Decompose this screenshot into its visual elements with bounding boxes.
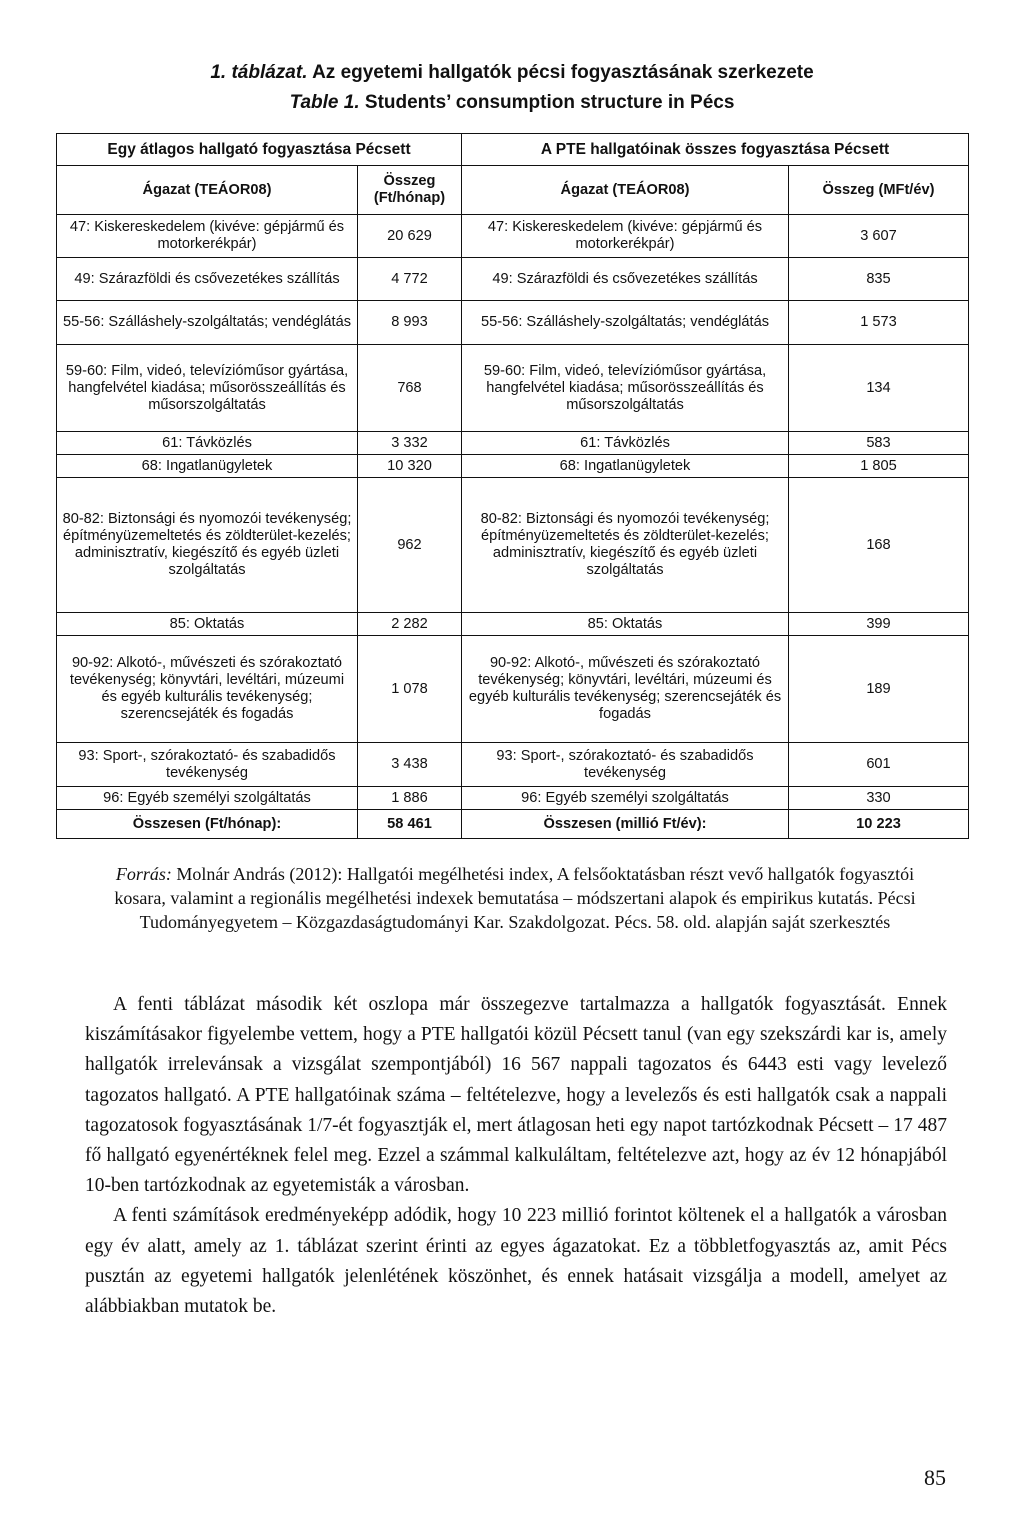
table-row: [57, 258, 969, 301]
sector-cell: 55-56: Szálláshely-szolgáltatás; vendéglátás: [57, 301, 358, 345]
table-row: [57, 787, 969, 810]
amount-cell: 189: [789, 636, 969, 743]
sector-cell: 90-92: Alkotó-, művészeti és szórakoztató tevékenység; könyvtári, levéltári, múzeumi és egyéb kulturális tevékenység; szerencsejáték és fogadás: [462, 636, 789, 743]
sector-cell: 61: Távközlés: [57, 432, 358, 455]
column-header-amount-monthly: Összeg (Ft/hónap): [358, 166, 462, 215]
amount-cell: 3 332: [358, 432, 462, 455]
consumption-table: [56, 133, 969, 839]
sector-cell: 96: Egyéb személyi szolgáltatás: [462, 787, 789, 810]
sector-cell: 47: Kiskereskedelem (kivéve: gépjármű és motorkerékpár): [57, 215, 358, 258]
sector-cell: 96: Egyéb személyi szolgáltatás: [57, 787, 358, 810]
sector-cell: 80-82: Biztonsági és nyomozói tevékenység; építményüzemeltetés és zöldterület-kezelés; adminisztratív, kiegészítő és egyéb üzleti szolgáltatás: [462, 478, 789, 613]
caption-label-en: Table 1.: [289, 92, 360, 113]
source-note: [90, 862, 940, 934]
column-header-amount-yearly: Összeg (MFt/év): [789, 166, 969, 215]
caption-text-hu: Az egyetemi hallgatók pécsi fogyasztásának szerkezete: [312, 62, 814, 83]
sector-cell: 93: Sport-, szórakoztató- és szabadidős tevékenység: [57, 743, 358, 787]
paragraph: A fenti táblázat második két oszlopa már összegezve tartalmazza a hallgatók fogyasztását. Ennek kiszámításakor figyelembe vettem, hogy a PTE hallgatói közül Pécsett tanul (van egy szekszárdi kar is, amely hallgatók irrelevánsak a vizsgálat szempontjából) 16 567 nappali tagozatos és 6443 esti vagy levelező tagozatos hallgató. A PTE hallgatóinak száma – feltételezve, hogy a levelezős és esti hallgatók csak a nappali tagozatosok fogyasztásának 1/7-ét fogyasztják el, mert átlagosan heti egy napot tartózkodnak Pécsett – 17 487 fő hallgató egyenértéknek felel meg. Ezzel a számmal kalkuláltam, feltételezve azt, hogy az év 12 hónapjából 10-ben tartózkodnak az egyetemisták a városban.: [85, 994, 947, 1197]
table-row: [57, 345, 969, 432]
caption-text-en: Students’ consumption structure in Pécs: [364, 92, 735, 113]
sector-cell: 80-82: Biztonsági és nyomozói tevékenység; építményüzemeltetés és zöldterület-kezelés; adminisztratív, kiegészítő és egyéb üzleti szolgáltatás: [57, 478, 358, 613]
paragraph: A fenti számítások eredményeképp adódik, hogy 10 223 millió forintot költenek el a hallgatók a városban egy év alatt, amely az 1. táblázat szerint érinti az egyes ágazatokat. Ez a többletfogyasztás az, amit Pécs pusztán az egyetemi hallgatók jelenlétének köszönhet, és ennek hatásait vizsgálja a modell, amelyet az alábbiakban mutatok be.: [85, 1205, 947, 1318]
amount-cell: 835: [789, 258, 969, 301]
total-label-monthly: Összesen (Ft/hónap):: [57, 810, 358, 839]
amount-cell: 134: [789, 345, 969, 432]
total-row: [57, 810, 969, 839]
amount-cell: 768: [358, 345, 462, 432]
amount-cell: 3 438: [358, 743, 462, 787]
source-label: Forrás:: [115, 864, 172, 884]
amount-cell: 10 320: [358, 455, 462, 478]
column-header-sector: Ágazat (TEÁOR08): [57, 166, 358, 215]
table-row: [57, 636, 969, 743]
sector-cell: 59-60: Film, videó, televízióműsor gyártása, hangfelvétel kiadása; műsorösszeállítás és műsorszolgáltatás: [462, 345, 789, 432]
amount-cell: 601: [789, 743, 969, 787]
table-body: [57, 215, 969, 810]
amount-cell: 1 805: [789, 455, 969, 478]
amount-cell: 399: [789, 613, 969, 636]
sector-cell: 47: Kiskereskedelem (kivéve: gépjármű és motorkerékpár): [462, 215, 789, 258]
amount-cell: 3 607: [789, 215, 969, 258]
table-row: [57, 478, 969, 613]
amount-cell: 2 282: [358, 613, 462, 636]
body-text: [85, 990, 947, 1322]
sector-cell: 68: Ingatlanügyletek: [462, 455, 789, 478]
source-text: Molnár András (2012): Hallgatói megélhetési index, A felsőoktatásban részt vevő hallgatók fogyasztói kosara, valamint a regionális megélhetési indexek bemutatása – módszertani alapok és empirikus kutatás. Pécsi Tudományegyetem – Közgazdaságtudományi Kar. Szakdolgozat. Pécs. 58. old. alapján saját szerkesztés: [114, 864, 916, 932]
sector-cell: 90-92: Alkotó-, művészeti és szórakoztató tevékenység; könyvtári, levéltári, múzeumi és egyéb kulturális tevékenység; szerencsejáték és fogadás: [57, 636, 358, 743]
total-label-yearly: Összesen (millió Ft/év):: [462, 810, 789, 839]
group-header-pte-students: A PTE hallgatóinak összes fogyasztása Pécsett: [462, 134, 969, 166]
total-value-yearly: 10 223: [789, 810, 969, 839]
table-row: [57, 301, 969, 345]
amount-cell: 4 772: [358, 258, 462, 301]
table-row: [57, 215, 969, 258]
sector-cell: 85: Oktatás: [57, 613, 358, 636]
amount-cell: 1 573: [789, 301, 969, 345]
table-caption-english: [0, 92, 1024, 114]
amount-cell: 8 993: [358, 301, 462, 345]
caption-label-hu: 1. táblázat.: [210, 62, 308, 83]
amount-cell: 1 078: [358, 636, 462, 743]
column-header-sector: Ágazat (TEÁOR08): [462, 166, 789, 215]
amount-cell: 20 629: [358, 215, 462, 258]
sector-cell: 93: Sport-, szórakoztató- és szabadidős tevékenység: [462, 743, 789, 787]
sector-cell: 61: Távközlés: [462, 432, 789, 455]
table-row: [57, 432, 969, 455]
table-row: [57, 613, 969, 636]
table-row: [57, 455, 969, 478]
sector-cell: 55-56: Szálláshely-szolgáltatás; vendéglátás: [462, 301, 789, 345]
amount-cell: 583: [789, 432, 969, 455]
amount-cell: 1 886: [358, 787, 462, 810]
amount-cell: 330: [789, 787, 969, 810]
total-value-monthly: 58 461: [358, 810, 462, 839]
page-number: 85: [924, 1465, 946, 1490]
sector-cell: 49: Szárazföldi és csővezetékes szállítás: [57, 258, 358, 301]
amount-cell: 962: [358, 478, 462, 613]
amount-cell: 168: [789, 478, 969, 613]
table-caption-hungarian: [0, 62, 1024, 84]
sector-cell: 85: Oktatás: [462, 613, 789, 636]
sector-cell: 59-60: Film, videó, televízióműsor gyártása, hangfelvétel kiadása; műsorösszeállítás és műsorszolgáltatás: [57, 345, 358, 432]
group-header-average-student: Egy átlagos hallgató fogyasztása Pécsett: [57, 134, 462, 166]
sector-cell: 49: Szárazföldi és csővezetékes szállítás: [462, 258, 789, 301]
table-row: [57, 743, 969, 787]
sector-cell: 68: Ingatlanügyletek: [57, 455, 358, 478]
